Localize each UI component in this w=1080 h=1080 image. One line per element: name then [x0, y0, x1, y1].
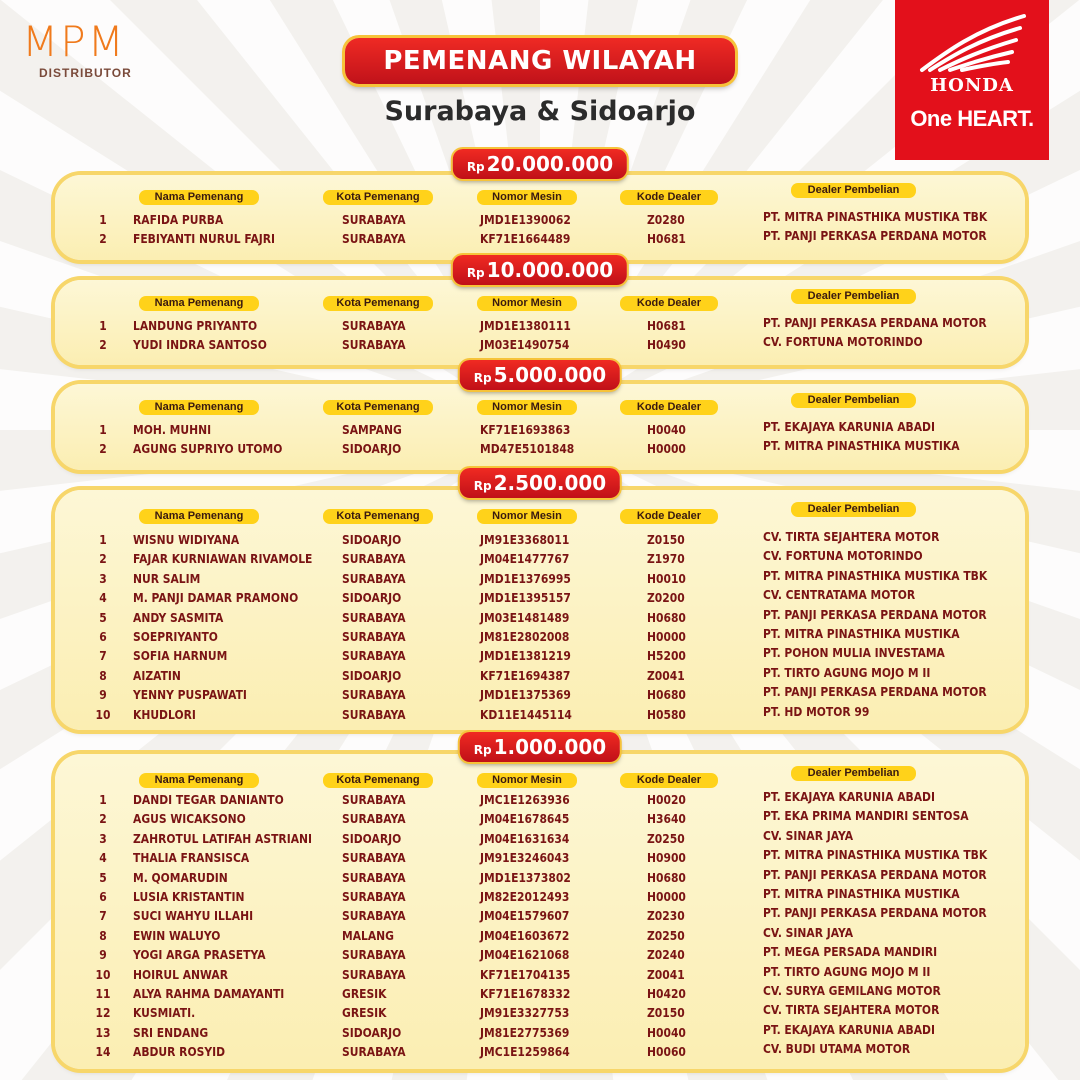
- winner-name: KHUDLORI: [133, 706, 196, 722]
- column-header-kota: Kota Pemenang: [323, 773, 433, 788]
- dealer-code: Z0280: [647, 212, 685, 227]
- column-header-nama: Nama Pemenang: [139, 400, 259, 415]
- winner-name: AGUNG SUPRIYO UTOMO: [133, 441, 283, 457]
- winner-name: SOFIA HARNUM: [133, 648, 228, 664]
- column-header-kode: Kode Dealer: [620, 509, 718, 524]
- column-header-nama: Nama Pemenang: [139, 296, 259, 311]
- prize-amount: 1.000.000: [493, 735, 607, 759]
- dealer-code: H5200: [647, 648, 686, 664]
- dealer-name: PT. TIRTO AGUNG MOJO M II: [763, 963, 931, 979]
- column-header-kota: Kota Pemenang: [323, 509, 433, 524]
- engine-number: KD11E1445114: [480, 706, 572, 722]
- prize-amount: 2.500.000: [493, 471, 607, 495]
- column-header-kode: Kode Dealer: [620, 296, 718, 311]
- row-number: 1: [99, 212, 107, 227]
- table-row: [55, 335, 1025, 354]
- winner-city: SURABAYA: [342, 947, 406, 963]
- dealer-name: PT. EKAJAYA KARUNIA ABADI: [763, 419, 935, 434]
- winner-city: SURABAYA: [342, 231, 406, 247]
- prize-amount-badge: [460, 468, 620, 498]
- engine-number: JMD1E1381219: [480, 648, 571, 664]
- dealer-name: PT. EKAJAYA KARUNIA ABADI: [763, 1021, 935, 1037]
- dealer-name: PT. MITRA PINASTHIKA MUSTIKA TBK: [763, 567, 988, 583]
- winner-name: RAFIDA PURBA: [133, 212, 224, 227]
- dealer-name: CV. SINAR JAYA: [763, 924, 854, 940]
- row-number: 12: [95, 1005, 111, 1021]
- winner-city: SURABAYA: [342, 908, 406, 924]
- dealer-name: PT. PANJI PERKASA PERDANA MOTOR: [763, 866, 987, 882]
- table-row: [55, 705, 1025, 724]
- winner-city: SURABAYA: [342, 318, 406, 333]
- column-header-dealer: Dealer Pembelian: [791, 183, 916, 198]
- winner-city: SIDOARJO: [342, 441, 402, 457]
- winner-city: SURABAYA: [342, 889, 406, 904]
- dealer-code: H0010: [647, 570, 686, 586]
- engine-number: KF71E1693863: [480, 422, 571, 437]
- prize-amount: 10.000.000: [486, 258, 614, 282]
- dealer-code: Z0250: [647, 830, 685, 846]
- column-header-mesin: Nomor Mesin: [477, 296, 577, 311]
- dealer-name: CV. TIRTA SEJAHTERA MOTOR: [763, 1002, 940, 1018]
- winner-city: GRESIK: [342, 986, 387, 1001]
- column-header-mesin: Nomor Mesin: [477, 773, 577, 788]
- dealer-code: H0000: [647, 441, 686, 457]
- dealer-code: Z0250: [647, 927, 685, 943]
- row-number: 2: [99, 551, 107, 567]
- dealer-code: H0420: [647, 986, 686, 1001]
- row-number: 2: [99, 231, 107, 247]
- row-number: 1: [99, 422, 107, 437]
- winner-name: DANDI TEGAR DANIANTO: [133, 792, 284, 807]
- table-row: [55, 1042, 1025, 1061]
- row-number: 8: [99, 927, 107, 943]
- prize-amount-badge: [460, 732, 620, 762]
- winner-city: SURABAYA: [342, 609, 406, 625]
- winner-city: SIDOARJO: [342, 590, 402, 606]
- dealer-name: PT. PANJI PERKASA PERDANA MOTOR: [763, 315, 987, 330]
- column-header-nama: Nama Pemenang: [139, 773, 259, 788]
- dealer-name: CV. FORTUNA MOTORINDO: [763, 548, 923, 564]
- engine-number: JM03E1490754: [480, 337, 570, 353]
- engine-number: JM91E3246043: [480, 850, 570, 866]
- row-number: 7: [99, 648, 107, 664]
- engine-number: JMD1E1373802: [480, 869, 571, 885]
- mpm-logo-text: MPM: [22, 17, 126, 66]
- engine-number: JM82E2012493: [480, 889, 570, 904]
- dealer-name: PT. MEGA PERSADA MANDIRI: [763, 944, 938, 960]
- winner-name: MOH. MUHNI: [133, 422, 212, 437]
- dealer-name: PT. EKAJAYA KARUNIA ABADI: [763, 789, 935, 804]
- dealer-name: CV. SINAR JAYA: [763, 827, 854, 843]
- winner-name: M. QOMARUDIN: [133, 869, 228, 885]
- column-header-kota: Kota Pemenang: [323, 190, 433, 205]
- winner-city: SURABAYA: [342, 792, 406, 807]
- dealer-name: CV. SURYA GEMILANG MOTOR: [763, 983, 941, 998]
- winner-name: THALIA FRANSISCA: [133, 850, 250, 866]
- row-number: 4: [99, 850, 107, 866]
- column-header-mesin: Nomor Mesin: [477, 400, 577, 415]
- row-number: 7: [99, 908, 107, 924]
- winner-name: YENNY PUSPAWATI: [133, 687, 247, 703]
- dealer-code: H0680: [647, 869, 686, 885]
- winner-name: M. PANJI DAMAR PRAMONO: [133, 590, 299, 606]
- row-number: 10: [95, 706, 111, 722]
- dealer-code: H0681: [647, 318, 686, 333]
- honda-wing-icon: [916, 12, 1028, 74]
- row-number: 2: [99, 811, 107, 827]
- winner-city: SURABAYA: [342, 337, 406, 353]
- prize-amount-badge: [453, 255, 627, 285]
- engine-number: JM03E1481489: [480, 609, 570, 625]
- winner-city: SURABAYA: [342, 850, 406, 866]
- dealer-name: CV. FORTUNA MOTORINDO: [763, 334, 923, 350]
- engine-number: JMC1E1263936: [480, 792, 570, 807]
- winner-city: SURABAYA: [342, 551, 406, 567]
- engine-number: MD47E5101848: [480, 441, 575, 457]
- column-header-kode: Kode Dealer: [620, 400, 718, 415]
- engine-number: JMD1E1390062: [480, 212, 571, 227]
- dealer-code: H0681: [647, 231, 686, 247]
- column-header-dealer: Dealer Pembelian: [791, 766, 916, 781]
- row-number: 4: [99, 590, 107, 606]
- engine-number: JMD1E1375369: [480, 687, 571, 703]
- winner-city: SIDOARJO: [342, 667, 402, 683]
- winner-name: ZAHROTUL LATIFAH ASTRIANI: [133, 830, 313, 846]
- winner-city: GRESIK: [342, 1005, 387, 1021]
- dealer-code: H0000: [647, 629, 686, 644]
- table-row: [55, 229, 1025, 248]
- dealer-code: H0900: [647, 850, 686, 866]
- dealer-name: PT. MITRA PINASTHIKA MUSTIKA: [763, 886, 960, 901]
- column-header-kota: Kota Pemenang: [323, 400, 433, 415]
- engine-number: JM04E1621068: [480, 947, 570, 963]
- dealer-code: H0040: [647, 422, 686, 437]
- winner-city: SIDOARJO: [342, 1024, 402, 1040]
- page-subtitle: Surabaya & Sidoarjo: [384, 96, 696, 127]
- dealer-code: Z0200: [647, 590, 685, 606]
- winner-name: YOGI ARGA PRASETYA: [133, 947, 266, 963]
- prize-currency: Rp: [473, 479, 492, 493]
- mpm-logo: [22, 17, 132, 80]
- row-number: 13: [95, 1024, 111, 1040]
- engine-number: KF71E1694387: [480, 667, 571, 683]
- column-header-nama: Nama Pemenang: [139, 509, 259, 524]
- winner-city: SURABAYA: [342, 966, 406, 982]
- row-number: 3: [99, 570, 107, 586]
- winner-name: SOEPRIYANTO: [133, 629, 218, 644]
- dealer-code: Z1970: [647, 551, 685, 567]
- winner-name: HOIRUL ANWAR: [133, 966, 229, 982]
- engine-number: JM04E1631634: [480, 830, 570, 846]
- column-header-nama: Nama Pemenang: [139, 190, 259, 205]
- winner-city: SURABAYA: [342, 1044, 406, 1060]
- engine-number: JM04E1603672: [480, 927, 570, 943]
- row-number: 8: [99, 667, 107, 683]
- winner-city: SURABAYA: [342, 648, 406, 664]
- winner-city: SIDOARJO: [342, 830, 402, 846]
- dealer-name: PT. HD MOTOR 99: [763, 703, 870, 719]
- winner-name: SRI ENDANG: [133, 1024, 209, 1040]
- table-row: [55, 906, 1025, 925]
- table-row: [55, 439, 1025, 458]
- honda-tagline: One HEART.: [910, 106, 1034, 131]
- prize-currency: Rp: [473, 371, 492, 385]
- dealer-code: Z0041: [647, 667, 685, 683]
- row-number: 2: [99, 337, 107, 353]
- dealer-code: H0490: [647, 337, 686, 353]
- engine-number: JMC1E1259864: [480, 1044, 570, 1060]
- engine-number: KF71E1664489: [480, 231, 571, 247]
- winner-city: SURABAYA: [342, 687, 406, 703]
- row-number: 1: [99, 318, 107, 333]
- winner-city: MALANG: [342, 927, 395, 943]
- row-number: 11: [95, 986, 111, 1001]
- row-number: 2: [99, 441, 107, 457]
- dealer-code: H0040: [647, 1024, 686, 1040]
- engine-number: JM04E1579607: [480, 908, 570, 924]
- dealer-code: Z0150: [647, 532, 685, 547]
- dealer-name: PT. PANJI PERKASA PERDANA MOTOR: [763, 606, 987, 622]
- dealer-code: H0680: [647, 609, 686, 625]
- winner-city: SURABAYA: [342, 706, 406, 722]
- dealer-name: CV. BUDI UTAMA MOTOR: [763, 1041, 911, 1057]
- winner-name: EWIN WALUYO: [133, 927, 221, 943]
- winner-name: AIZATIN: [133, 667, 181, 683]
- dealer-name: PT. PANJI PERKASA PERDANA MOTOR: [763, 228, 987, 244]
- dealer-code: Z0230: [647, 908, 685, 924]
- row-number: 6: [99, 889, 107, 904]
- engine-number: KF71E1678332: [480, 986, 571, 1001]
- winner-name: FAJAR KURNIAWAN RIVAMOLE: [133, 551, 313, 567]
- row-number: 14: [95, 1044, 111, 1060]
- winner-city: SURABAYA: [342, 570, 406, 586]
- column-header-kode: Kode Dealer: [620, 773, 718, 788]
- dealer-name: PT. MITRA PINASTHIKA MUSTIKA: [763, 626, 960, 641]
- winner-name: SUCI WAHYU ILLAHI: [133, 908, 254, 924]
- row-number: 9: [99, 687, 107, 703]
- dealer-code: H0580: [647, 706, 686, 722]
- winner-city: SAMPANG: [342, 422, 402, 437]
- row-number: 1: [99, 792, 107, 807]
- winner-name: LANDUNG PRIYANTO: [133, 318, 258, 333]
- winner-city: SIDOARJO: [342, 532, 402, 547]
- row-number: 6: [99, 629, 107, 644]
- row-number: 9: [99, 947, 107, 963]
- winner-name: WISNU WIDIYANA: [133, 532, 240, 547]
- engine-number: JM91E3327753: [480, 1005, 570, 1021]
- engine-number: JM91E3368011: [480, 532, 570, 547]
- dealer-name: CV. TIRTA SEJAHTERA MOTOR: [763, 529, 940, 544]
- column-header-kode: Kode Dealer: [620, 190, 718, 205]
- column-header-mesin: Nomor Mesin: [477, 190, 577, 205]
- winner-name: FEBIYANTI NURUL FAJRI: [133, 231, 276, 247]
- dealer-name: PT. PANJI PERKASA PERDANA MOTOR: [763, 905, 987, 921]
- engine-number: JMD1E1376995: [480, 570, 571, 586]
- page-title: PEMENANG WILAYAH: [345, 38, 735, 84]
- engine-number: JMD1E1380111: [480, 318, 571, 333]
- engine-number: JM04E1477767: [480, 551, 570, 567]
- winner-name: ANDY SASMITA: [133, 609, 224, 625]
- dealer-name: PT. MITRA PINASTHIKA MUSTIKA: [763, 438, 960, 454]
- winner-name: YUDI INDRA SANTOSO: [133, 337, 267, 353]
- column-header-dealer: Dealer Pembelian: [791, 289, 916, 304]
- engine-number: JM81E2775369: [480, 1024, 570, 1040]
- engine-number: JM81E2802008: [480, 629, 570, 644]
- dealer-code: H0020: [647, 792, 686, 807]
- prize-amount: 5.000.000: [493, 363, 607, 387]
- column-header-dealer: Dealer Pembelian: [791, 393, 916, 408]
- column-header-dealer: Dealer Pembelian: [791, 502, 916, 517]
- engine-number: JM04E1678645: [480, 811, 570, 827]
- engine-number: JMD1E1395157: [480, 590, 571, 606]
- row-number: 5: [99, 609, 107, 625]
- row-number: 3: [99, 830, 107, 846]
- row-number: 10: [95, 966, 111, 982]
- table-row: [55, 809, 1025, 828]
- honda-logo: [895, 0, 1049, 160]
- dealer-name: CV. CENTRATAMA MOTOR: [763, 587, 916, 603]
- row-number: 5: [99, 869, 107, 885]
- table-row: [55, 685, 1025, 704]
- winner-name: ALYA RAHMA DAMAYANTI: [133, 986, 285, 1001]
- column-header-mesin: Nomor Mesin: [477, 509, 577, 524]
- prize-amount: 20.000.000: [486, 152, 614, 176]
- mpm-distributor-text: DISTRIBUTOR: [39, 66, 132, 80]
- winner-name: AGUS WICAKSONO: [133, 811, 246, 827]
- winner-name: NUR SALIM: [133, 570, 201, 586]
- winner-city: SURABAYA: [342, 869, 406, 885]
- dealer-name: PT. TIRTO AGUNG MOJO M II: [763, 664, 931, 680]
- prize-amount-badge: [453, 149, 627, 179]
- winner-city: SURABAYA: [342, 811, 406, 827]
- winner-city: SURABAYA: [342, 212, 406, 227]
- dealer-name: PT. EKA PRIMA MANDIRI SENTOSA: [763, 808, 969, 824]
- winner-city: SURABAYA: [342, 629, 406, 644]
- prize-amount-badge: [460, 360, 620, 390]
- dealer-code: Z0240: [647, 947, 685, 963]
- prize-currency: Rp: [466, 160, 485, 174]
- dealer-code: H0060: [647, 1044, 686, 1060]
- dealer-code: H0680: [647, 687, 686, 703]
- dealer-name: PT. PANJI PERKASA PERDANA MOTOR: [763, 684, 987, 700]
- prize-currency: Rp: [473, 743, 492, 757]
- dealer-code: H0000: [647, 889, 686, 904]
- winner-name: LUSIA KRISTANTIN: [133, 889, 245, 904]
- dealer-code: H3640: [647, 811, 686, 827]
- column-header-kota: Kota Pemenang: [323, 296, 433, 311]
- honda-name: HONDA: [930, 75, 1014, 96]
- prize-currency: Rp: [466, 266, 485, 280]
- winner-name: ABDUR ROSYID: [133, 1044, 226, 1060]
- engine-number: KF71E1704135: [480, 966, 571, 982]
- dealer-name: PT. POHON MULIA INVESTAMA: [763, 645, 945, 661]
- dealer-name: PT. MITRA PINASTHIKA MUSTIKA TBK: [763, 209, 988, 224]
- winner-name: KUSMIATI.: [133, 1005, 196, 1021]
- row-number: 1: [99, 532, 107, 547]
- dealer-code: Z0041: [647, 966, 685, 982]
- dealer-code: Z0150: [647, 1005, 685, 1021]
- dealer-name: PT. MITRA PINASTHIKA MUSTIKA TBK: [763, 847, 988, 863]
